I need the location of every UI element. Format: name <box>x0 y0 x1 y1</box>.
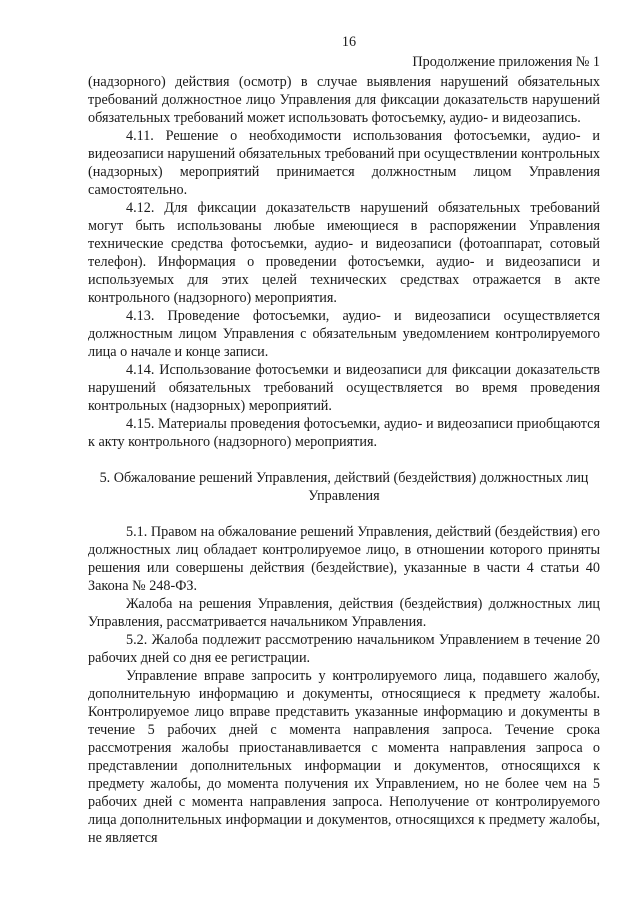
paragraphs-top <box>88 73 600 451</box>
paragraph: 4.15. Материалы проведения фотосъемки, аудио- и видеозаписи приобщаются к акту контрольного (надзорного) мероприятия. <box>88 416 600 450</box>
appendix-note: Продолжение приложения № 1 <box>412 54 600 70</box>
paragraphs-bottom <box>88 523 600 847</box>
paragraph: 4.14. Использование фотосъемки и видеозаписи для фиксации доказательств нарушений обязательных требований осуществляется во время проведения контрольных (надзорных) мероприятий. <box>88 362 600 414</box>
paragraph: Управление вправе запросить у контролируемого лица, подавшего жалобу, дополнительную информацию и документы, относящиеся к предмету жалобы. Контролируемое лицо вправе представить указанные информацию и документы в течение 5 рабочих дней с момента направления запроса. Течение срока рассмотрения жалобы приостанавливается с момента направления запроса о представлении дополнительных информации и документов, относящихся к предмету жалобы, до момента получения их Управлением, но не более чем на 5 рабочих дней с момента направления запроса. Неполучение от контролируемого лица дополнительных информации и документов, относящихся к предмету жалобы, не является <box>88 668 600 846</box>
paragraph: (надзорного) действия (осмотр) в случае выявления нарушений обязательных требований должностное лицо Управления для фиксации доказательств нарушений обязательных требований может использовать фотосъемку, аудио- и видеозапись. <box>88 74 600 126</box>
paragraph: 4.13. Проведение фотосъемки, аудио- и видеозаписи осуществляется должностным лицом Управления с обязательным уведомлением контролируемого лица о начале и конце записи. <box>88 308 600 360</box>
paragraph: 4.11. Решение о необходимости использования фотосъемки, аудио- и видеозаписи нарушений обязательных требований при осуществлении контрольных (надзорных) мероприятий принимается должностным лицом Управления самостоятельно. <box>88 128 600 198</box>
paragraph: 5.1. Правом на обжалование решений Управления, действий (бездействия) его должностных лиц обладает контролируемое лицо, в отношении которого приняты решения или совершены действия (бездействие), указанные в части 4 статьи 40 Закона № 248-ФЗ. <box>88 524 600 594</box>
paragraph: 4.12. Для фиксации доказательств нарушений обязательных требований могут быть использованы любые имеющиеся в распоряжении Управления технические средства фотосъемки, аудио- и видеозаписи (фотоаппарат, сотовый телефон). Информация о проведении фотосъемки, аудио- и видеозаписи и используемых для этих целей технических средствах отражается в акте контрольного (надзорного) мероприятия. <box>88 200 600 306</box>
section-spacer <box>88 505 600 523</box>
page-number: 16 <box>341 34 357 50</box>
paragraph: Жалоба на решения Управления, действия (бездействия) должностных лиц Управления, рассматривается начальником Управления. <box>88 596 600 630</box>
section-5-heading: 5. Обжалование решений Управления, действий (бездействия) должностных лиц Управления <box>99 470 589 504</box>
paragraph: 5.2. Жалоба подлежит рассмотрению начальником Управлением в течение 20 рабочих дней со дня ее регистрации. <box>88 632 600 666</box>
section-spacer <box>88 451 600 469</box>
